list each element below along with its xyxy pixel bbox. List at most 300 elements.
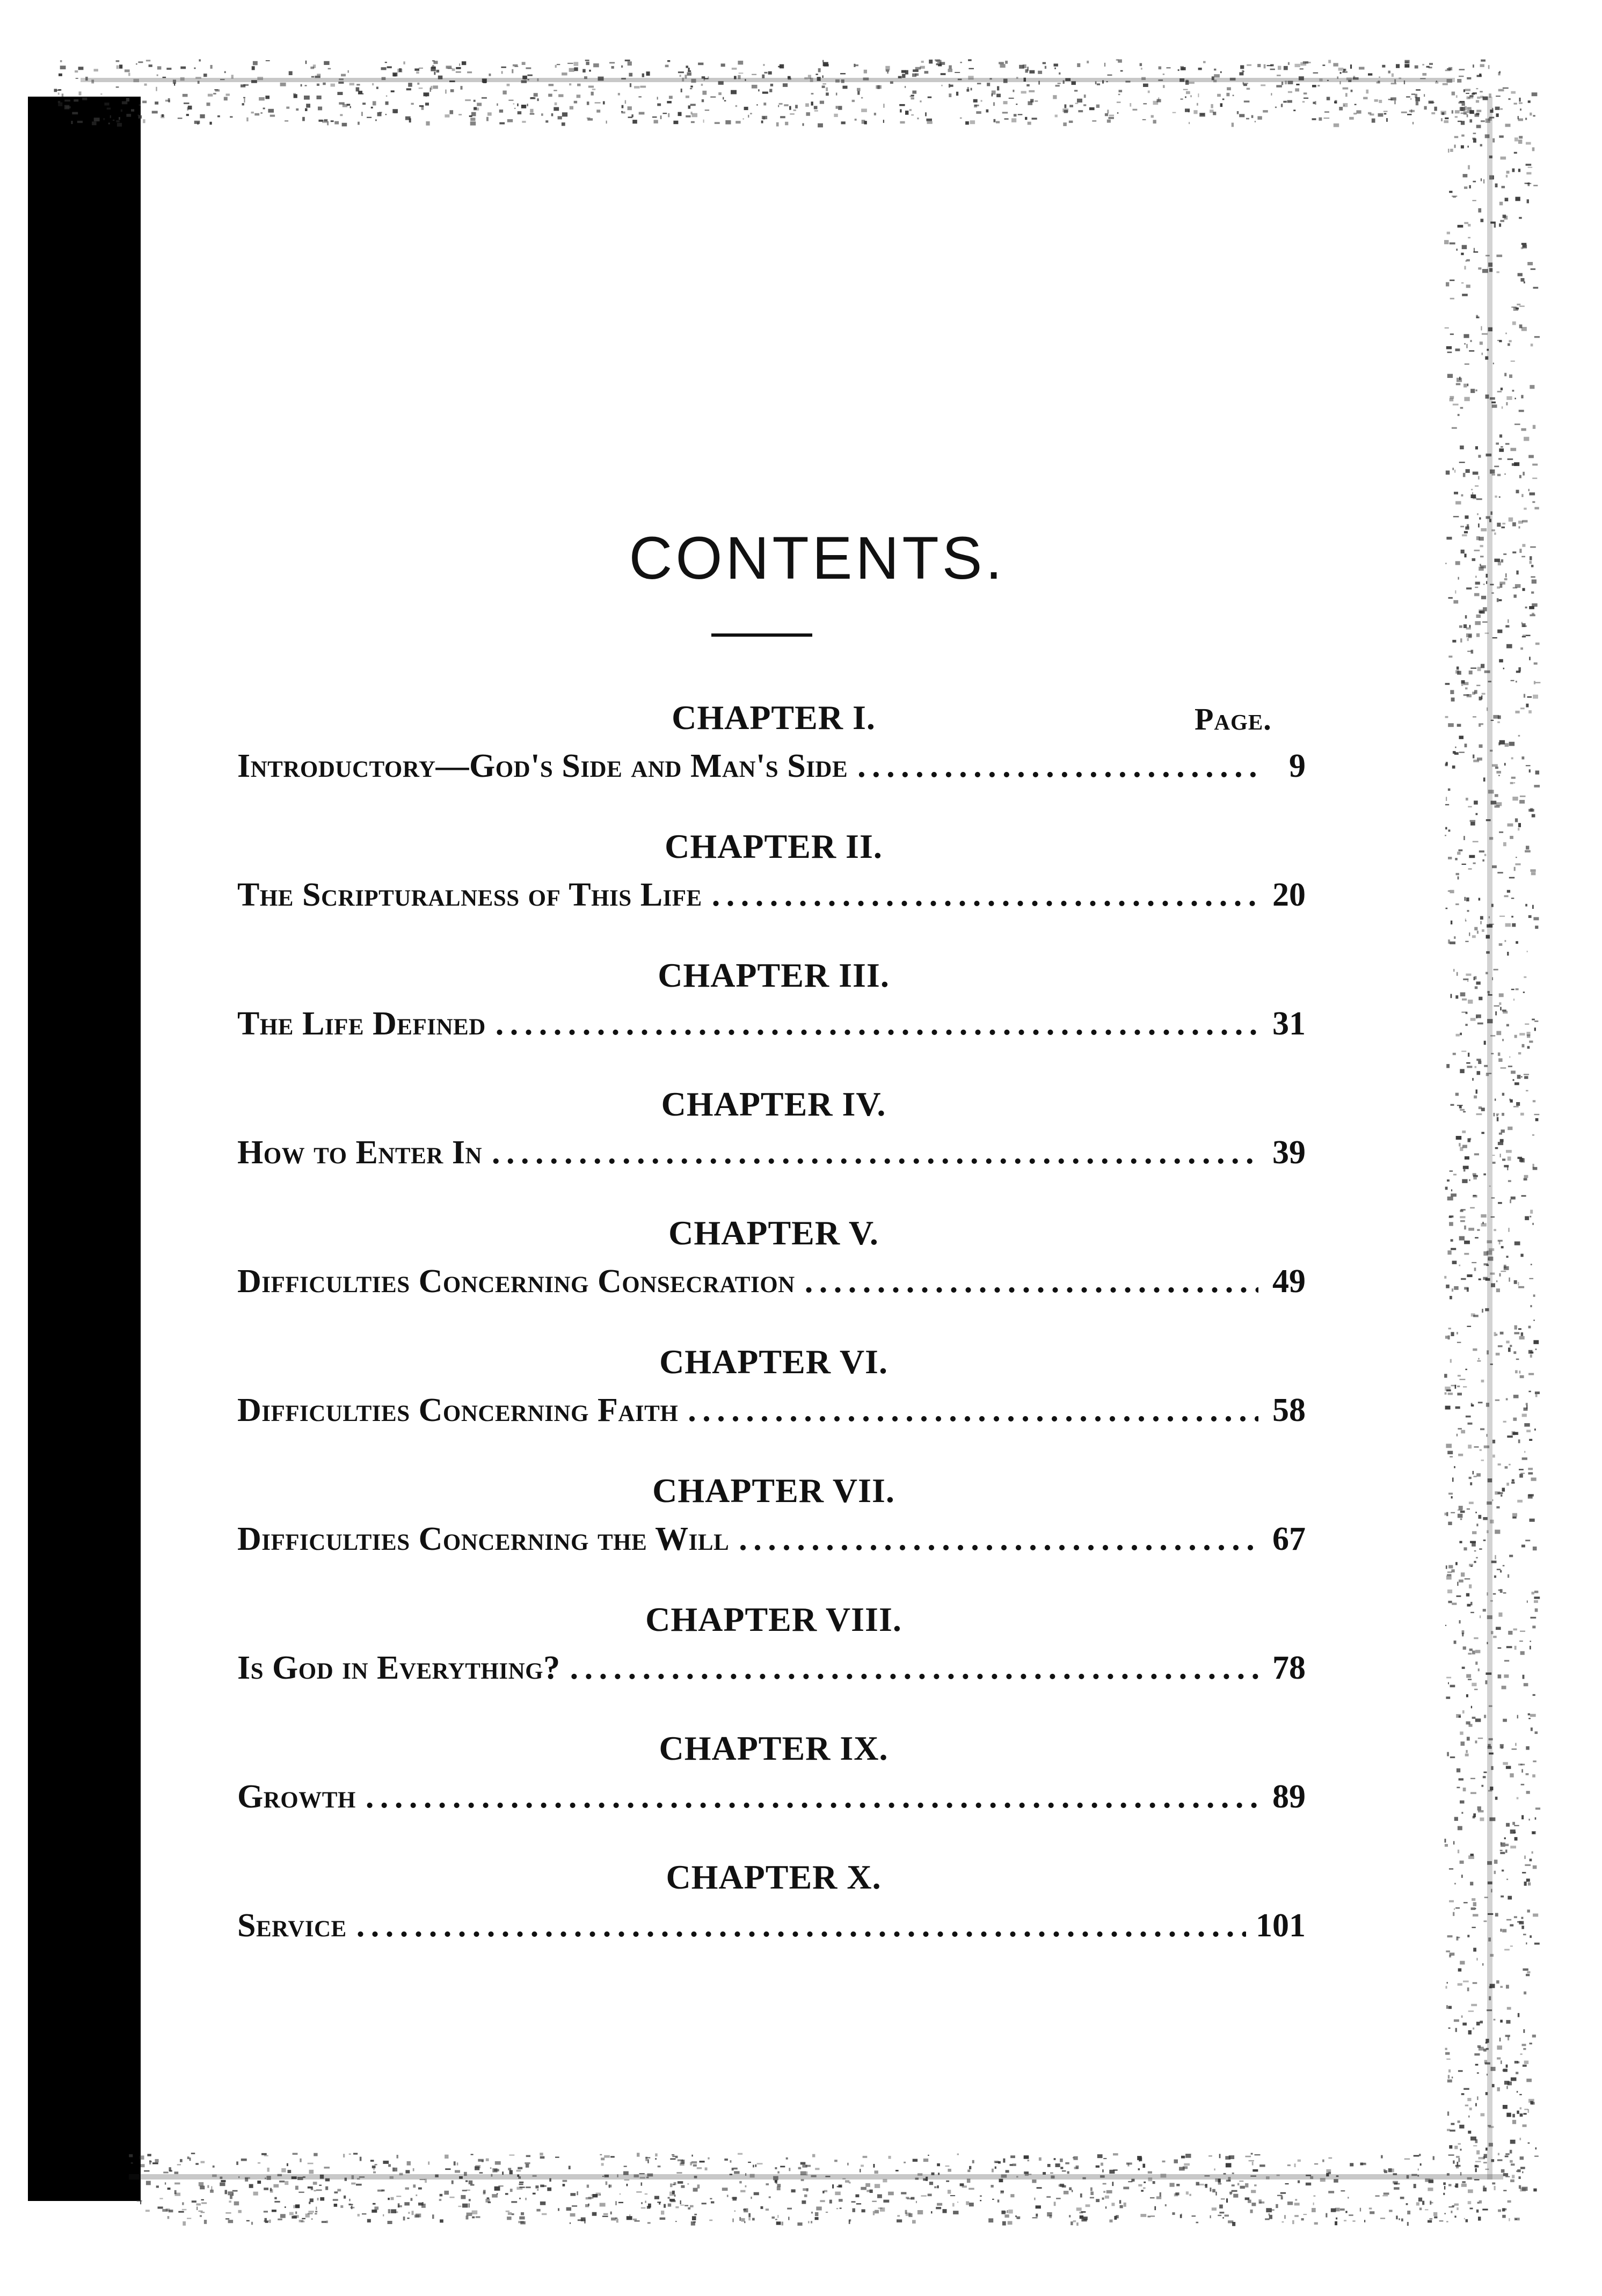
scan-speck: [1505, 2153, 1510, 2155]
scan-speck: [1469, 1179, 1470, 1181]
scan-speck: [213, 93, 216, 94]
scan-speck: [425, 103, 429, 105]
scan-speck: [169, 2167, 171, 2171]
scan-speck: [1478, 1668, 1480, 1671]
scan-speck: [195, 2163, 199, 2164]
scan-speck: [503, 91, 506, 94]
scan-speck: [1463, 384, 1467, 388]
scan-speck: [359, 2176, 365, 2178]
scan-speck: [688, 68, 690, 70]
scan-speck: [1524, 437, 1529, 441]
scan-speck: [929, 2182, 933, 2185]
scan-speck: [116, 60, 120, 62]
scan-speck: [404, 2202, 410, 2205]
scan-speck: [1481, 120, 1485, 122]
scan-speck: [428, 2161, 429, 2164]
scan-speck: [1060, 2159, 1063, 2162]
scan-speck: [1189, 82, 1195, 84]
scan-speck: [1530, 385, 1534, 389]
scan-speck: [1526, 846, 1529, 850]
scan-speck: [1485, 2169, 1489, 2170]
scan-speck: [1532, 1223, 1534, 1225]
scan-speck: [1481, 1460, 1484, 1461]
scan-speck: [660, 115, 662, 119]
scan-speck: [1114, 2216, 1117, 2220]
scan-speck: [158, 2206, 163, 2208]
scan-speck: [1481, 1132, 1484, 1134]
scan-speck: [1125, 81, 1130, 83]
scan-speck: [912, 91, 916, 94]
scan-speck: [408, 2212, 410, 2213]
scan-speck: [709, 2220, 712, 2221]
scan-speck: [1465, 744, 1467, 747]
scan-speck: [1457, 378, 1462, 382]
scan-speck: [274, 2197, 276, 2199]
scan-speck: [966, 2202, 969, 2205]
scan-speck: [1491, 1283, 1495, 1287]
scan-speck: [956, 92, 958, 96]
scan-speck: [117, 123, 122, 127]
scan-speck: [862, 2209, 865, 2212]
scan-speck: [508, 2212, 512, 2215]
scan-speck: [449, 2197, 454, 2198]
scan-speck: [1491, 904, 1494, 907]
scan-speck: [667, 60, 670, 62]
scan-speck: [482, 97, 487, 99]
scan-speck: [974, 105, 977, 107]
scan-speck: [1497, 630, 1502, 633]
scan-speck: [1534, 681, 1535, 684]
scan-speck: [1509, 375, 1512, 378]
scan-speck: [1505, 198, 1509, 201]
scan-speck: [907, 2198, 912, 2199]
scan-speck: [298, 2192, 304, 2193]
scan-speck: [108, 123, 110, 125]
scan-speck: [621, 78, 626, 79]
scan-speck: [1449, 2145, 1452, 2148]
toc-entry: [237, 1729, 1306, 1857]
scan-speck: [1473, 133, 1476, 134]
scan-speck: [1492, 405, 1497, 408]
scan-speck: [762, 116, 767, 119]
scan-speck: [1526, 765, 1531, 766]
scan-speck: [937, 2163, 940, 2166]
scan-speck: [1500, 1850, 1503, 1851]
scan-speck: [1478, 267, 1481, 269]
scan-speck: [1502, 1093, 1504, 1096]
scan-speck: [1495, 1400, 1499, 1401]
scan-speck: [1486, 395, 1489, 399]
scan-speck: [771, 2217, 775, 2219]
scan-speck: [1142, 2164, 1145, 2168]
scan-speck: [477, 103, 482, 106]
scan-speck: [1528, 1373, 1534, 1375]
scan-speck: [1181, 2156, 1185, 2159]
scan-speck: [1497, 2159, 1503, 2161]
scan-speck: [1474, 1476, 1477, 1477]
scan-speck: [980, 2200, 981, 2201]
scan-speck: [257, 77, 263, 80]
scan-speck: [1502, 1010, 1506, 1012]
scan-speck: [1382, 65, 1385, 68]
scan-speck: [545, 120, 548, 122]
scan-speck: [1445, 70, 1451, 71]
scan-speck: [1163, 74, 1164, 75]
scan-speck: [1474, 2179, 1480, 2181]
scan-speck: [802, 2164, 807, 2167]
scan-speck: [1519, 1921, 1524, 1925]
scan-speck: [1500, 108, 1503, 110]
scan-speck: [1508, 2200, 1511, 2203]
scan-speck: [991, 2185, 993, 2188]
scan-speck: [1519, 1641, 1523, 1642]
scan-speck: [1474, 2053, 1480, 2056]
scan-speck: [187, 2218, 191, 2219]
scan-speck: [311, 2219, 313, 2220]
scan-speck: [733, 2168, 737, 2170]
scan-speck: [1488, 681, 1491, 682]
scan-speck: [691, 2161, 697, 2163]
scan-speck: [1495, 1099, 1496, 1101]
scan-speck: [1252, 2162, 1254, 2166]
chapter-heading: CHAPTER V.: [668, 1214, 879, 1252]
scan-speck: [204, 2220, 207, 2224]
scan-speck: [1218, 2183, 1221, 2184]
scan-speck: [1294, 2203, 1300, 2205]
scan-speck: [1474, 1096, 1477, 1099]
scan-speck: [308, 2213, 313, 2214]
scan-speck: [1506, 1256, 1509, 1258]
scan-speck: [582, 69, 586, 72]
scan-speck: [755, 2164, 756, 2167]
scan-speck: [1460, 1216, 1465, 1218]
scan-speck: [418, 2203, 423, 2206]
scan-speck: [1494, 1576, 1496, 1578]
scan-speck: [1478, 1358, 1479, 1360]
scan-speck: [596, 110, 600, 112]
scan-speck: [1470, 2208, 1473, 2210]
scan-speck: [1515, 1743, 1516, 1746]
scan-speck: [1470, 1792, 1476, 1794]
scan-speck: [835, 79, 840, 83]
scan-speck: [887, 71, 889, 74]
scan-speck: [1526, 1773, 1529, 1775]
scan-speck: [1494, 1005, 1499, 1007]
scan-speck: [1519, 98, 1521, 101]
scan-speck: [1500, 1007, 1501, 1011]
scan-speck: [1481, 1107, 1485, 1111]
scan-speck: [1467, 77, 1471, 79]
scan-speck: [610, 2156, 615, 2157]
scan-speck: [1460, 1069, 1465, 1073]
scan-speck: [618, 2202, 623, 2203]
scan-speck: [818, 68, 821, 72]
scan-speck: [1468, 224, 1470, 227]
scan-speck: [168, 2188, 171, 2190]
scan-speck: [797, 2222, 802, 2226]
scan-speck: [1493, 363, 1494, 365]
scan-speck: [748, 2162, 751, 2163]
scan-speck: [1269, 2213, 1270, 2215]
scan-speck: [1457, 1393, 1462, 1395]
scan-speck: [1465, 363, 1469, 365]
scan-speck: [675, 2221, 677, 2222]
scan-speck: [750, 113, 752, 114]
scan-speck: [917, 118, 919, 119]
scan-speck: [516, 2170, 521, 2172]
scan-speck: [702, 99, 704, 102]
scan-speck: [1503, 2173, 1508, 2176]
scan-speck: [1457, 2162, 1459, 2166]
scan-speck: [1460, 2172, 1462, 2175]
scan-speck: [732, 2168, 734, 2170]
scan-speck: [1530, 1354, 1532, 1358]
scan-speck: [1090, 2197, 1094, 2199]
scan-speck: [1449, 1222, 1453, 1226]
scan-speck: [1498, 89, 1504, 92]
scan-speck: [199, 59, 201, 61]
scan-speck: [1295, 89, 1299, 92]
scan-speck: [1535, 1394, 1538, 1397]
scan-speck: [703, 120, 704, 123]
scan-speck: [1523, 2048, 1526, 2050]
scan-speck: [156, 2185, 159, 2188]
scan-speck: [1468, 2116, 1469, 2118]
scan-speck: [1181, 98, 1183, 100]
scan-speck: [60, 65, 66, 69]
scan-speck: [1153, 120, 1156, 123]
scan-speck: [1353, 77, 1359, 80]
scan-speck: [1525, 1216, 1529, 1220]
scan-speck: [1446, 346, 1452, 349]
scan-speck: [1453, 516, 1459, 517]
scan-speck: [1446, 282, 1449, 287]
scan-speck: [1450, 333, 1454, 335]
scan-speck: [357, 2178, 360, 2180]
scan-speck: [444, 2191, 449, 2195]
scan-speck: [949, 93, 951, 97]
scan-speck: [889, 2156, 891, 2159]
scan-speck: [863, 77, 869, 80]
scan-speck: [1476, 1958, 1477, 1960]
scan-speck: [1148, 2171, 1152, 2174]
scan-speck: [1514, 1646, 1517, 1650]
scan-speck: [1463, 694, 1469, 696]
scan-speck: [1492, 2084, 1495, 2087]
entry-title: Is God in Everything?: [237, 1650, 560, 1686]
scan-speck: [519, 2217, 525, 2220]
scan-speck: [1344, 105, 1345, 106]
scan-speck: [829, 2200, 832, 2204]
scan-speck: [1065, 104, 1067, 108]
scan-speck: [1001, 2211, 1005, 2214]
scan-speck: [1254, 2184, 1257, 2186]
scan-speck: [1533, 1294, 1535, 1296]
scan-speck: [1490, 1787, 1493, 1790]
scan-speck: [1025, 69, 1028, 73]
scan-speck: [686, 115, 690, 118]
scan-speck: [1483, 2186, 1485, 2188]
scan-speck: [1459, 736, 1464, 739]
scan-speck: [372, 83, 374, 85]
scan-speck: [946, 2181, 949, 2182]
scan-speck: [1517, 2111, 1519, 2114]
scan-speck: [1448, 829, 1451, 832]
scan-speck: [1463, 111, 1467, 115]
scan-speck: [340, 2205, 343, 2208]
scan-speck: [253, 61, 258, 65]
scan-speck: [1528, 915, 1532, 918]
scan-speck: [1076, 2222, 1079, 2226]
scan-speck: [1513, 1432, 1518, 1435]
scan-speck: [313, 2182, 317, 2185]
scan-speck: [1497, 1117, 1499, 1121]
scan-speck: [199, 2211, 203, 2212]
scan-speck: [520, 2186, 525, 2188]
scan-speck: [403, 61, 405, 64]
scan-speck: [691, 2155, 693, 2157]
scan-speck: [756, 104, 758, 106]
scan-speck: [1510, 1345, 1512, 1347]
scan-speck: [1305, 62, 1311, 63]
scan-speck: [1447, 2080, 1452, 2083]
scan-speck: [414, 2214, 419, 2218]
scan-speck: [1525, 904, 1527, 907]
scan-speck: [1528, 100, 1531, 103]
scan-speck: [464, 2172, 467, 2176]
scan-speck: [1488, 991, 1489, 995]
scan-speck: [1526, 635, 1530, 637]
scan-speck: [1473, 181, 1476, 183]
scan-speck: [1471, 2004, 1477, 2006]
scan-speck: [1489, 837, 1493, 840]
scan-speck: [842, 86, 847, 89]
scan-speck: [1029, 70, 1035, 74]
scan-speck: [1453, 969, 1455, 972]
scan-speck: [1457, 1787, 1460, 1789]
scan-speck: [394, 74, 396, 77]
scan-speck: [1496, 802, 1502, 806]
scan-speck: [1343, 88, 1349, 90]
scan-speck: [1250, 2176, 1256, 2177]
scan-speck: [1533, 287, 1539, 288]
scan-speck: [1470, 1602, 1472, 1606]
scan-speck: [1172, 2212, 1175, 2215]
scan-speck: [1488, 1937, 1491, 1941]
scan-speck: [1450, 298, 1454, 300]
scan-speck: [722, 2188, 728, 2191]
scan-speck: [1454, 1641, 1457, 1644]
scan-speck: [217, 115, 220, 118]
scan-speck: [1533, 1694, 1535, 1696]
scan-speck: [1513, 1351, 1516, 1354]
page-column-label: Page.: [1195, 702, 1272, 737]
scan-speck: [1025, 117, 1027, 120]
scan-speck: [1445, 716, 1448, 718]
scan-speck: [1528, 2142, 1530, 2144]
scan-speck: [514, 66, 518, 67]
scan-speck: [642, 74, 644, 77]
scan-speck: [1488, 1258, 1489, 1260]
scan-speck: [775, 2167, 777, 2169]
scan-speck: [1150, 2197, 1155, 2198]
scan-speck: [1374, 99, 1378, 102]
scan-speck: [701, 84, 703, 86]
scan-speck: [1069, 2215, 1071, 2217]
scan-speck: [149, 2161, 152, 2162]
scan-speck: [388, 2164, 391, 2167]
scan-speck: [569, 2166, 571, 2169]
scan-speck: [1526, 704, 1528, 708]
scan-speck: [815, 2217, 819, 2220]
scan-speck: [1447, 1451, 1453, 1454]
scan-speck: [1482, 333, 1488, 335]
scan-speck: [734, 2171, 740, 2174]
scan-speck: [1480, 2021, 1483, 2023]
scan-speck: [1447, 1752, 1449, 1756]
scan-speck: [691, 79, 696, 83]
scan-speck: [1142, 119, 1146, 120]
scan-speck: [537, 78, 539, 81]
scan-speck: [1180, 66, 1184, 70]
scan-speck: [1514, 137, 1518, 141]
scan-speck: [1439, 2220, 1444, 2221]
scan-speck: [1416, 101, 1418, 105]
scan-speck: [1534, 1428, 1536, 1431]
scan-speck: [1327, 80, 1329, 81]
scan-speck: [194, 68, 195, 69]
scan-speck: [585, 60, 589, 61]
scan-speck: [1410, 98, 1411, 100]
scan-speck: [1462, 998, 1467, 1001]
scan-speck: [1448, 655, 1452, 658]
scan-speck: [457, 2162, 458, 2165]
scan-speck: [1505, 1849, 1507, 1853]
scan-speck: [228, 2220, 234, 2223]
scan-speck: [883, 120, 884, 123]
scan-speck: [1491, 402, 1496, 403]
scan-speck: [1473, 1349, 1477, 1351]
scan-speck: [775, 2219, 777, 2220]
scan-speck: [1430, 102, 1434, 103]
scan-speck: [1512, 797, 1518, 800]
scan-speck: [1464, 186, 1467, 189]
scan-speck: [758, 89, 759, 91]
scan-speck: [761, 121, 763, 123]
scan-speck: [1490, 1600, 1493, 1602]
scan-speck: [811, 101, 813, 105]
scan-speck: [1457, 972, 1458, 976]
scan-speck: [58, 103, 62, 106]
scan-speck: [934, 2186, 936, 2189]
scan-speck: [816, 2206, 821, 2210]
scan-speck: [1486, 1074, 1489, 1076]
scan-speck: [470, 121, 476, 125]
scan-speck: [786, 2157, 788, 2160]
scan-speck: [155, 2159, 159, 2162]
scan-speck: [1529, 1278, 1533, 1279]
scan-speck: [1489, 1738, 1493, 1740]
scan-speck: [1500, 1154, 1501, 1157]
scan-speck: [584, 76, 587, 79]
scan-speck: [1471, 1907, 1476, 1910]
scan-speck: [1524, 1423, 1530, 1427]
scan-speck: [1370, 2211, 1374, 2214]
scan-speck: [1533, 1100, 1535, 1102]
scan-speck: [1467, 1737, 1470, 1740]
scan-speck: [1476, 615, 1481, 618]
scan-speck: [1489, 1817, 1495, 1821]
